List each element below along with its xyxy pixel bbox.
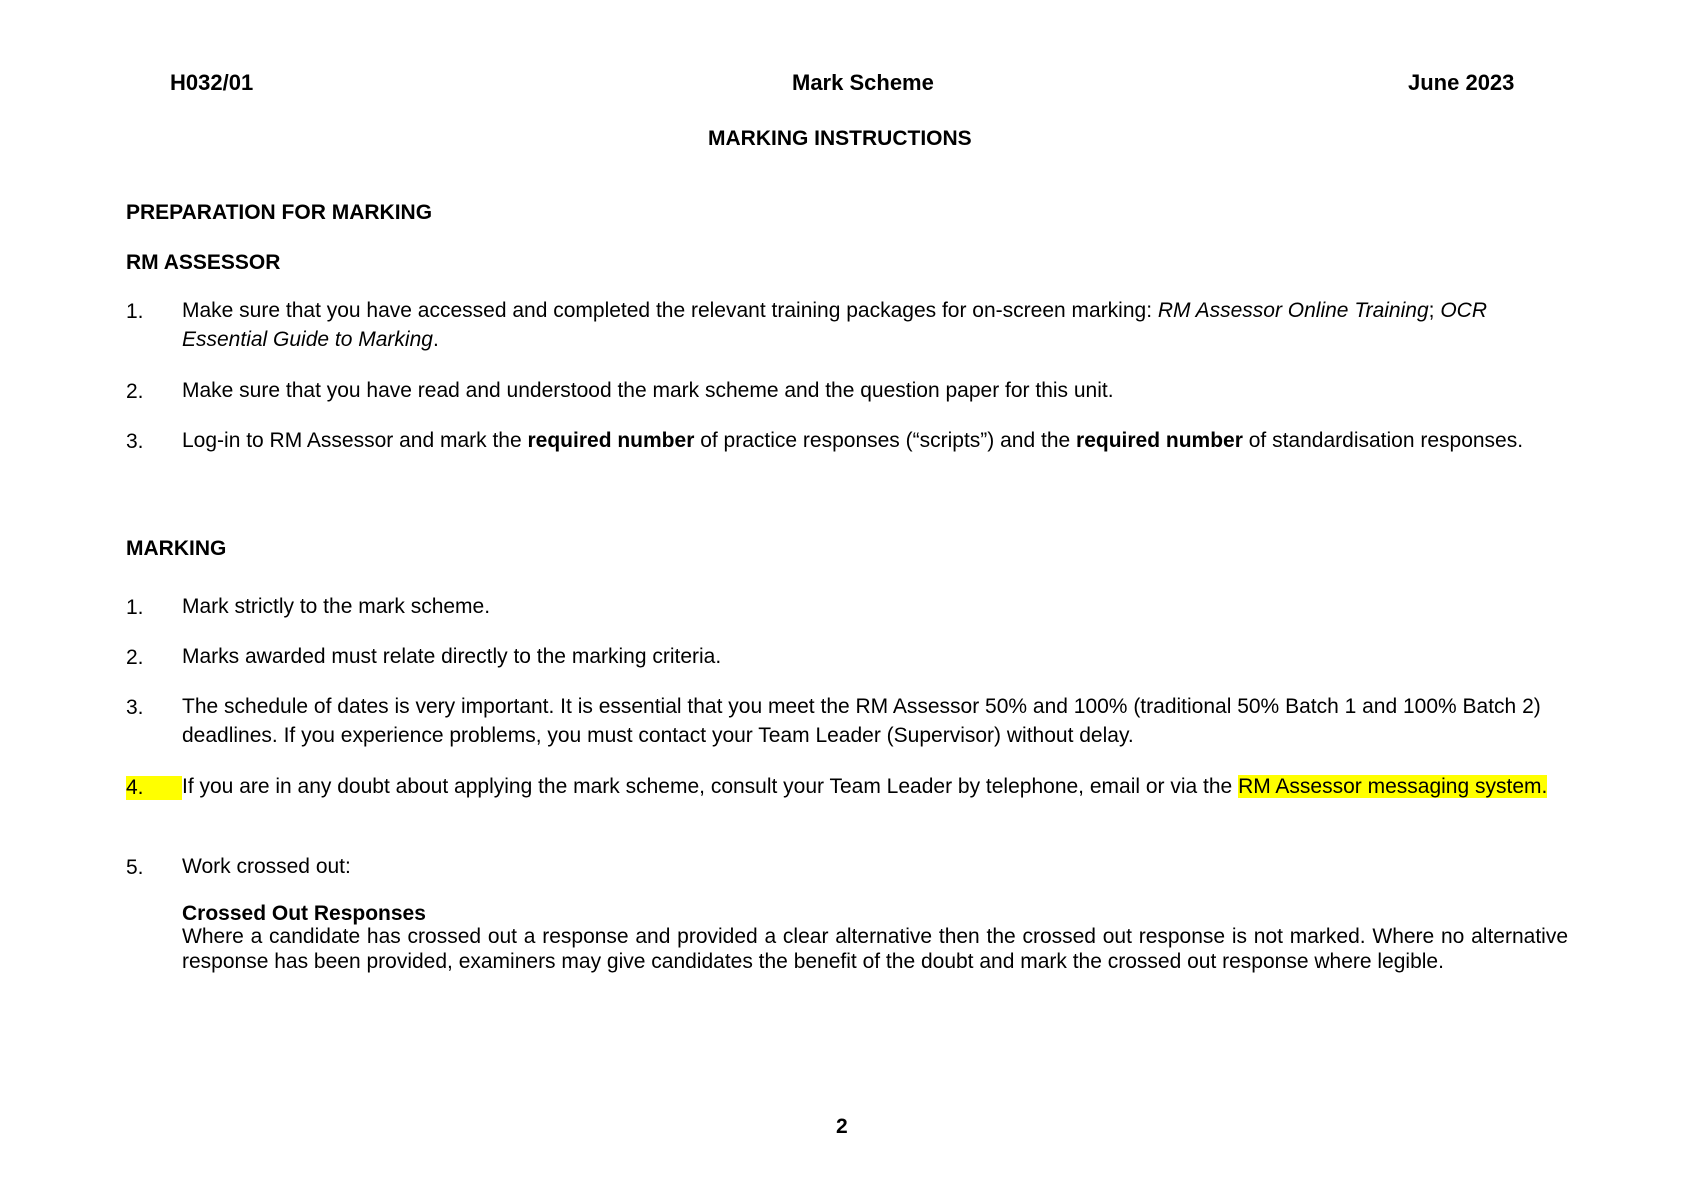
prep-item-1-end: . (432, 328, 439, 351)
marking-item-4-number (126, 776, 182, 800)
prep-item-3-text (182, 426, 1572, 455)
prep-item-3-text-a: Log-in to RM Assessor and mark the (182, 429, 528, 452)
marking-item-4-number-highlight: 4. (126, 776, 182, 800)
header-date: June 2023 (1408, 70, 1515, 95)
marking-item-1-number: 1. (126, 596, 144, 619)
marking-item-4-highlight: RM Assessor messaging system. (1238, 775, 1548, 798)
marking-item-4-text (182, 772, 1572, 801)
header-title: Mark Scheme (792, 70, 934, 95)
prep-item-1-italic-b: OCR Essential Guide to Marking (182, 299, 1487, 351)
page-number: 2 (836, 1115, 848, 1138)
prep-item-1-sep: ; (1428, 299, 1441, 322)
prep-item-3-bold-b: required number (1076, 429, 1243, 452)
marking-item-1-text: Mark strictly to the mark scheme. (182, 595, 491, 618)
marking-item-3-text: The schedule of dates is very important. It is essential that you meet the RM Assessor 50% and 100% (traditional 50% Batch 1 and 100% Batch 2) deadlines. If you experience problems, you must contact your Team Leader (Supervisor) without delay. (182, 695, 1541, 747)
marking-item-5-number: 5. (126, 856, 144, 879)
prep-item-1-italic-a: RM Assessor Online Training (1157, 299, 1429, 322)
marking-item-3-number: 3. (126, 696, 144, 719)
prep-item-1-number: 1. (126, 300, 144, 323)
prep-item-3-text-b: of practice responses (“scripts”) and the (694, 429, 1077, 452)
marking-item-2-text: Marks awarded must relate directly to the marking criteria. (182, 645, 722, 668)
prep-item-2-number: 2. (126, 380, 144, 403)
preparation-heading: PREPARATION FOR MARKING (126, 201, 433, 224)
marking-item-4-text-a: If you are in any doubt about applying the mark scheme, consult your Team Leader by telephone, email or via the (182, 775, 1239, 798)
prep-item-3-number: 3. (126, 430, 144, 453)
crossed-out-heading: Crossed Out Responses (182, 902, 426, 925)
prep-item-3-bold-a: required number (527, 429, 695, 452)
crossed-out-text: Where a candidate has crossed out a response and provided a clear alternative then the crossed out response is not marked. Where no alternative response has been provided, examiners may give candidates the benefit of the doubt and mark the crossed out response where legible. (182, 925, 1568, 973)
prep-item-1-text (182, 296, 1572, 354)
marking-item-5-text: Work crossed out: (182, 855, 351, 878)
marking-item-2-number: 2. (126, 646, 144, 669)
main-heading: MARKING INSTRUCTIONS (708, 127, 972, 150)
rm-assessor-subheading: RM ASSESSOR (126, 251, 281, 274)
marking-heading: MARKING (126, 537, 227, 560)
prep-item-3-text-c: of standardisation responses. (1242, 429, 1524, 452)
header-paper-code: H032/01 (170, 70, 254, 95)
prep-item-2-text: Make sure that you have read and understood the mark scheme and the question paper for this unit. (182, 379, 1114, 402)
prep-item-1-text-a: Make sure that you have accessed and completed the relevant training packages for on-screen marking: (182, 299, 1158, 322)
